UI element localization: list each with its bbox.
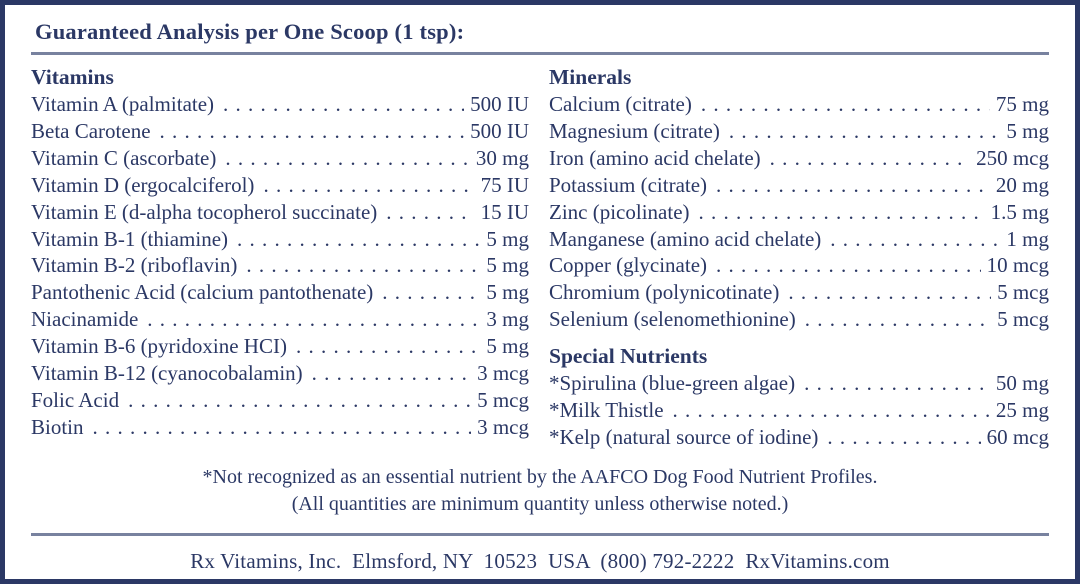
nutrient-columns: [31, 64, 1049, 451]
nutrient-amount: 5 mcg: [997, 307, 1049, 332]
nutrient-row: [31, 145, 529, 172]
dot-leader: [160, 118, 465, 145]
dot-leader: [128, 387, 471, 414]
dot-leader: [827, 424, 980, 451]
nutrient-amount: 5 mg: [486, 280, 529, 305]
footnote-minimum-quantity: (All quantities are minimum quantity unless otherwise noted.): [291, 492, 789, 515]
dot-leader: [93, 414, 472, 441]
nutrient-amount: 250 mcg: [976, 145, 1049, 170]
nutrient-amount: 1.5 mg: [990, 199, 1049, 224]
minerals-section-title: Minerals: [549, 65, 632, 89]
dot-leader: [263, 172, 474, 199]
nutrient-name: Manganese (amino acid chelate): [549, 226, 822, 251]
nutrient-row: [549, 91, 1049, 118]
dot-leader: [386, 199, 474, 226]
company-contact-line: Rx Vitamins, Inc. Elmsford, NY 10523 USA (800) 792-2222 RxVitamins.com: [190, 548, 890, 573]
nutrient-amount: 20 mg: [995, 172, 1049, 197]
nutrient-row: [549, 424, 1049, 451]
nutrient-name: Vitamin B-12 (cyanocobalamin): [31, 361, 303, 386]
nutrient-name: Selenium (selenomethionine): [549, 307, 796, 332]
special-nutrients-section-title: Special Nutrients: [549, 344, 708, 369]
nutrient-name: Zinc (picolinate): [549, 199, 690, 224]
nutrient-amount: 3 mcg: [477, 361, 529, 386]
nutrient-name: Vitamin B-1 (thiamine): [31, 226, 229, 251]
nutrient-name: Biotin: [31, 414, 84, 439]
nutrient-amount: 500 IU: [470, 118, 529, 143]
dot-leader: [830, 226, 1000, 253]
nutrient-amount: 5 mg: [486, 334, 529, 359]
nutrient-name: Vitamin D (ergocalciferol): [31, 172, 255, 197]
nutrient-amount: 75 IU: [480, 172, 529, 197]
nutrient-name: Vitamin A (palmitate): [31, 92, 215, 116]
dot-leader: [716, 252, 981, 279]
nutrient-name: Iron (amino acid chelate): [549, 145, 761, 170]
nutrient-name: Chromium (polynicotinate): [549, 280, 780, 305]
nutrient-row: [549, 370, 1049, 397]
nutrient-row: [549, 199, 1049, 226]
nutrient-amount: 15 IU: [480, 199, 529, 224]
nutrient-name: Beta Carotene: [31, 118, 151, 143]
nutrient-name: Magnesium (citrate): [549, 118, 720, 143]
nutrient-row: [31, 226, 529, 253]
header-divider: [31, 52, 1049, 55]
dot-leader: [699, 199, 985, 226]
nutrient-amount: 30 mg: [475, 145, 529, 170]
nutrient-row: [31, 387, 529, 414]
nutrient-name: *Spirulina (blue-green algae): [549, 371, 796, 396]
nutrient-name: Vitamin B-2 (riboflavin): [31, 253, 238, 278]
dot-leader: [312, 360, 471, 387]
dot-leader: [223, 91, 464, 118]
nutrient-row: [31, 306, 529, 333]
dot-leader: [701, 91, 990, 118]
nutrient-amount: 25 mg: [995, 398, 1049, 423]
nutrient-amount: 75 mg: [995, 92, 1049, 116]
nutrient-row: [549, 172, 1049, 199]
nutrient-row: [549, 252, 1049, 279]
nutrient-amount: 10 mcg: [986, 253, 1049, 278]
nutrient-amount: 3 mg: [486, 307, 529, 332]
dot-leader: [804, 370, 990, 397]
nutrient-amount: 1 mg: [1006, 226, 1049, 251]
dot-leader: [225, 145, 470, 172]
dot-leader: [770, 145, 970, 172]
nutrient-name: Copper (glycinate): [549, 253, 708, 278]
dot-leader: [673, 397, 990, 424]
nutrient-amount: 5 mcg: [997, 280, 1049, 305]
vitamins-column: [31, 64, 529, 451]
nutrient-row: [549, 397, 1049, 424]
nutrient-name: Calcium (citrate): [549, 92, 692, 116]
dot-leader: [147, 306, 480, 333]
nutrient-row: [31, 414, 529, 441]
dot-leader: [237, 226, 480, 253]
nutrient-amount: 60 mcg: [986, 424, 1049, 449]
nutrient-row: [31, 199, 529, 226]
nutrient-row: [31, 252, 529, 279]
nutrient-name: *Kelp (natural source of iodine): [549, 424, 819, 449]
nutrient-row: [549, 279, 1049, 306]
nutrient-row: [31, 118, 529, 145]
dot-leader: [296, 333, 480, 360]
nutrient-row: [31, 279, 529, 306]
dot-leader: [246, 252, 480, 279]
nutrient-name: Niacinamide: [31, 307, 139, 332]
nutrient-row: [549, 118, 1049, 145]
nutrient-amount: 5 mg: [1006, 118, 1049, 143]
nutrient-name: *Milk Thistle: [549, 398, 664, 423]
dot-leader: [788, 279, 991, 306]
nutrient-row: [31, 360, 529, 387]
dot-leader: [805, 306, 991, 333]
nutrient-name: Potassium (citrate): [549, 172, 708, 197]
nutrient-amount: 500 IU: [470, 92, 529, 116]
nutrient-name: Vitamin C (ascorbate): [31, 145, 217, 170]
nutrient-amount: 50 mg: [995, 371, 1049, 396]
nutrient-name: Folic Acid: [31, 387, 120, 412]
nutrient-amount: 5 mcg: [477, 387, 529, 412]
nutrient-row: [549, 226, 1049, 253]
footnotes: [31, 464, 1049, 518]
dot-leader: [729, 118, 1001, 145]
nutrient-row: [31, 333, 529, 360]
nutrient-amount: 3 mcg: [477, 414, 529, 439]
nutrient-amount: 5 mg: [486, 253, 529, 278]
minerals-column: [549, 64, 1049, 451]
dot-leader: [382, 279, 480, 306]
guaranteed-analysis-label: [5, 5, 1075, 579]
nutrient-row: [31, 91, 529, 118]
nutrient-row: [549, 145, 1049, 172]
nutrient-name: Vitamin B-6 (pyridoxine HCI): [31, 334, 287, 359]
vitamins-section-title: Vitamins: [31, 65, 114, 89]
nutrient-amount: 5 mg: [486, 226, 529, 251]
nutrient-name: Pantothenic Acid (calcium pantothenate): [31, 280, 374, 305]
nutrient-row: [31, 172, 529, 199]
nutrient-name: Vitamin E (d-alpha tocopherol succinate): [31, 199, 378, 224]
label-title: Guaranteed Analysis per One Scoop (1 tsp):: [35, 19, 465, 44]
footnote-aafco: *Not recognized as an essential nutrient by the AAFCO Dog Food Nutrient Profiles.: [202, 465, 878, 488]
nutrient-row: [549, 306, 1049, 333]
dot-leader: [716, 172, 990, 199]
